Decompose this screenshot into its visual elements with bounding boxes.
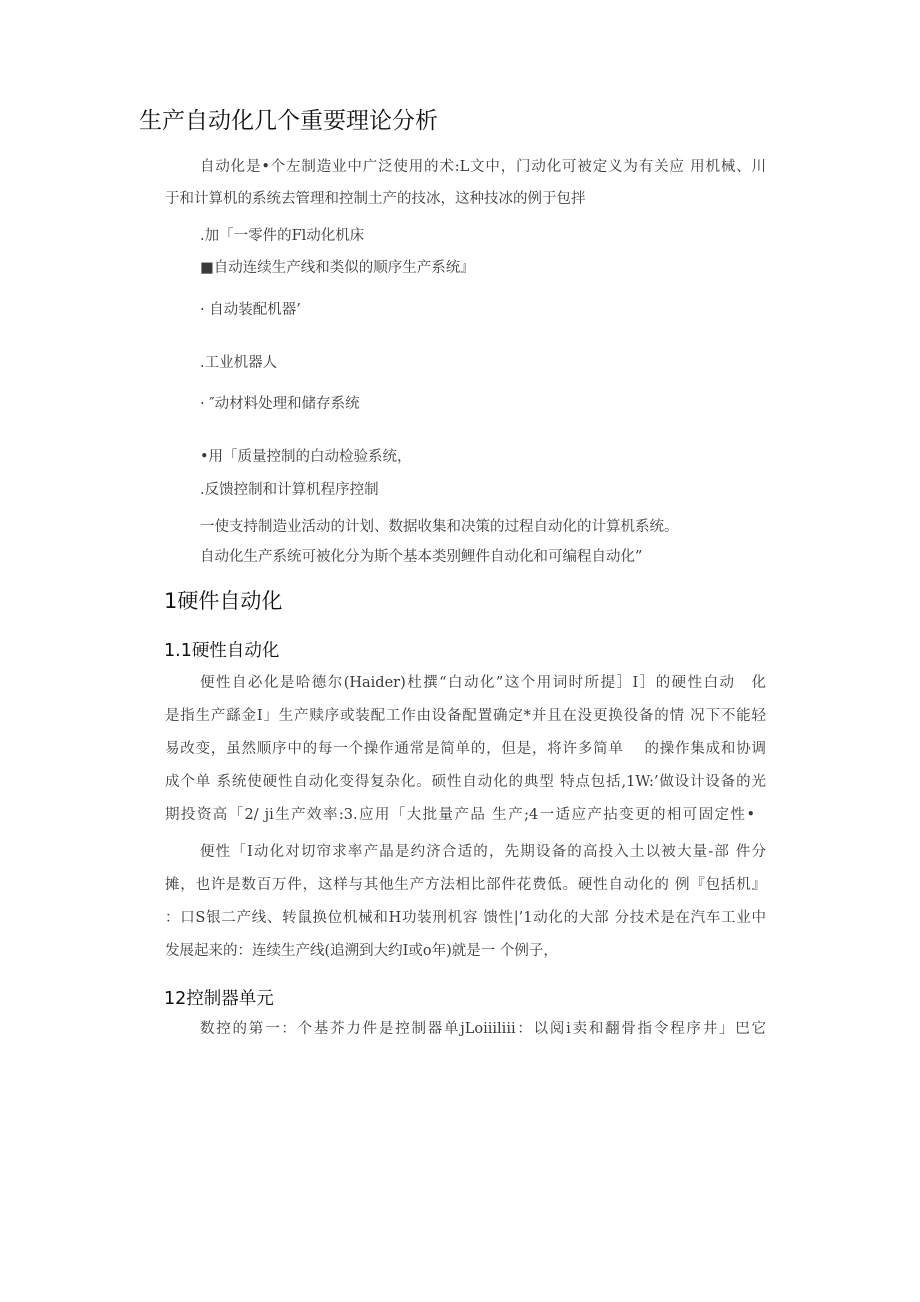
- paragraph-line: 摊，也许是数百万件，这样与其他生产方法相比部件花费低。硬性自动化的 例『包括机』: [165, 877, 766, 893]
- subsection-heading: 12控制器单元: [164, 989, 274, 1009]
- list-item: ■自动连续生产线和类似的顺序生产系统』: [200, 260, 475, 276]
- section-heading: 1硬件自动化: [164, 589, 283, 613]
- subsection-heading: 1.1硬性自动化: [164, 641, 280, 661]
- paragraph-line: 成个单 系统使硬性自动化变得复杂化。硕性自动化的典型 特点包括,1W:’做设计设备的光: [165, 774, 766, 790]
- list-item: .工业机器人: [200, 355, 278, 371]
- paragraph-line: ：口S银二产线、转鼠换位机械和H功装刑机容 馈性|’1动化的大部 分技术是在汽车工业中: [165, 910, 766, 926]
- list-item: •用「质量控制的白动检验系统，: [200, 449, 412, 465]
- list-item: .加「一零件的Fl动化机床: [200, 228, 365, 244]
- list-item: .反馈控制和计算机程序控制: [200, 482, 379, 498]
- paragraph-line: 是指生产繇金I」生产赎序或装配工作由设备配置确定*并且在没更换役备的情 况下不能轻: [165, 708, 766, 724]
- paragraph-line: 数控的第一：个基芥力件是控制器单jLoiiiliii：以阅i卖和翻骨指令程序井」巴它: [200, 1021, 766, 1037]
- paragraph-line: 一使支持制造业活动的计划、数据收集和决策的过程自动化的计算机系统。: [200, 519, 679, 535]
- paragraph-line: 便性自必化是哈德尔(Haider)杜撰“白动化”这个用词时所提］I］的硬性白动 化: [200, 675, 766, 691]
- paragraph-line: 自动化生产系统可被化分为斯个基本类别鲤件自动化和可编程自动化”: [200, 549, 643, 565]
- paragraph-line: 发展起来的：连续生产线(追溯到大约I或o年)就是一 个例子，: [165, 943, 558, 959]
- list-item: · ″动材料处理和储存系统: [200, 396, 360, 412]
- list-item: · 自动装配机器’: [200, 302, 301, 318]
- page-title: 生产自动化几个重要理论分析: [139, 108, 438, 134]
- paragraph-line: 自动化是•个左制造业中广泛使用的术:L文中，门动化可被定义为有关应 用机械、川: [200, 159, 766, 175]
- paragraph-line: 易改变，虽然顺序中的每一个操作通常是简单的，但是，将许多简单 的操作集成和协调: [165, 741, 766, 757]
- paragraph-line: 期投资高「2/ ji生产效率:3.应用「大批量产品 生产;4一适应产拈变更的相可固定性•: [165, 807, 755, 823]
- paragraph-line: 便性「I动化对切帘求率产晶是约济合适的，先期设备的高投入土以被大量-部 件分: [200, 844, 766, 860]
- paragraph-line: 于和计算机的系统去管理和控制土产的技冰，这种技冰的例于包拌: [165, 191, 586, 207]
